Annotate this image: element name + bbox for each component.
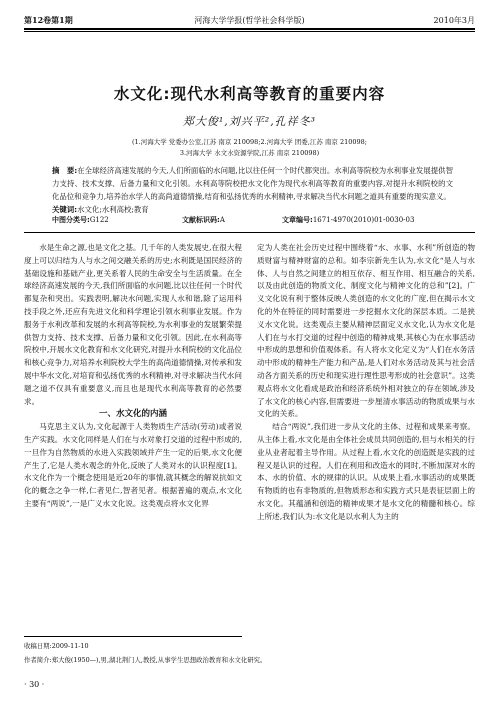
footnote-rule xyxy=(24,636,242,637)
article-id-label: 文章编号: xyxy=(282,216,313,224)
abstract xyxy=(52,164,453,203)
abstract-label: 摘 要: xyxy=(52,166,78,175)
affiliation-line-1: (1.河海大学 党委办公室,江苏 南京 210098;2.河海大学 团委,江苏 南京 210098; xyxy=(132,138,367,146)
section-heading: 一、水文化的内涵 xyxy=(98,409,167,420)
page-number: · 30 · xyxy=(24,680,45,689)
clc-label: 中图分类号: xyxy=(52,216,90,224)
intro-paragraph: 水是生命之源,也是文化之基。几千年的人类发展史,在很大程度上可以归结为人与水之间交融关系的历史;水利既是国民经济的基础设施和基础产业,更关系着人民的生命安全与生活质量。在全球经济高速发展的今天,我们所面临的水问题,比以往任何一个时代都复杂和突出。实践表明,解决水问题,实现人水和谐,除了运用科技手段之外,还应有先进文化和科学理论引领水利事业发展。作为服务于水利改革和发展的水利高等院校,为水利事业的发展繁荣提供智力支持、技术支撑、后备力量和文化引领。因此,在水利高等院校中,开展水文化教育和水文化研究,对提升水利院校的文化品位和核心竞争力,对培养水利院校大学生的高尚道德情操,对传承和发展中华水文化,对培育和弘扬优秀的水利精神,对寻求解决当代水问题之道不仅具有重要意义,而且也是现代水利高等教育的必然要求。 xyxy=(24,243,242,406)
body-column-left xyxy=(24,242,242,511)
keywords-label: 关键词: xyxy=(52,205,78,214)
abstract-text: 在全球经济高速发展的今天,人们所面临的水问题,比以往任何一个时代都突出。水利高等院校为水利事业发展提供智力支持、技术支撑、后备力量和文化引领。水利高等院校把水文化作为现代水利高等教育的重要内容,对提升水利院校的文化品位和竞争力,培养治水学人的高尚道德情操,结育和弘扬优秀的水利精神,寻求解决当代水问题之道具有重要的现实意义。 xyxy=(52,166,453,201)
doc-code-value: A xyxy=(219,216,225,224)
synthesis-paragraph: 结合“两说”,我们进一步从文化的主体、过程和成果来考察。从主体上看,水文化是由全体社会成员共同创造的,但与水相关的行业从业者起着主导作用。从过程上看,水文化的创造既是实践的过程又是认识的过程。人们在利用和改造水的同时,不断加深对水的本、水的价值、水的规律的认识。从成果上看,水事活动的成果既有物质的也有非物质的,但物质形态和实践方式只是表征层面上的水文化。其蕴涵和创造的精神成果才是水文化的精髓和核心。综上所述,我们认为:水文化是以水利人为主的 xyxy=(257,422,475,521)
received-date: 收稿日期:2009-11-10 xyxy=(24,642,89,650)
classification-meta xyxy=(52,215,453,225)
clc-value: G122 xyxy=(89,216,109,224)
affiliation-line-2: 3.河海大学 水文水资源学院,江苏 南京 210098) xyxy=(179,149,320,157)
keywords-text: 水文化;水利高校;教育 xyxy=(77,205,149,214)
doc-code-label: 文献标识码: xyxy=(182,216,220,224)
article-id-value: 1671-4970(2010)01-0030-03 xyxy=(312,216,415,224)
journal-name: 河海大学学报(哲学社会科学版) xyxy=(194,16,305,25)
author-bio: 作者简介:郑大俊(1950—),男,湖北荆门人,教授,从事学生思想政治教育和水文化研究。 xyxy=(24,656,267,664)
author-list: 郑大俊¹,刘兴平²,孔祥冬³ xyxy=(182,115,317,128)
body-column-right xyxy=(257,242,475,524)
section-paragraph: 马克思主义认为,文化起源于人类物质生产活动(劳动)或者说生产实践。水文化同样是人们在与水对象打交道的过程中形成的,一旦作为自然物质的水进入实践领域并产生一定的后果,水文化便产生了,它是人类水观念的外化,反映了人类对水的认识程度[1]。水文化作为一个概念使用是近20年的事情,就其概念的解说抗如文化的概念之争一样,仁者见仁,智者见者。根据普遍的观点,水文化主要有“两说”,一是广义水文化说。这类观点将水文化界 xyxy=(24,422,242,508)
issue-date: 2010年3月 xyxy=(433,16,475,25)
volume-issue: 第12卷第1期 xyxy=(24,15,73,25)
abstract-divider xyxy=(24,232,475,233)
running-header xyxy=(24,10,475,26)
paper-title: 水文化:现代水利高等教育的重要内容 xyxy=(113,85,386,103)
header-rule-thick xyxy=(24,28,475,30)
header-rule-thin xyxy=(24,31,475,32)
continued-paragraph: 定为人类在社会历史过程中围绕着“水、水事、水利”所创造的物质财富与精神财富的总和。如李宗新先生认为,水文化“是人与水体、人与自然之间建立的相互依存、相互作用、相互融合的关系,以及由此创造的物质文化、制度文化与精神文化的总和”[2]。广义文化说有利于整体反映人类创造的水文化的广度,但在揭示水文化的外在特征的同时需要进一步挖掘水文化的深层本质。二是狭义水文化说。这类观点主要从精神层面定义水文化,认为水文化是人们在与水打交道的过程中创造的精神成果,其核心为在水事活动中形成的思想和价值观体系。有人将水文化定义为“人们在水务活动中形成的精神生产能力和产品,是人们对水务活动及其与社会活动各方面关系的历史和现实进行理性思考形成的社会意识”。这类观点将水文化看成是政治和经济系统外相对独立的存在领域,涉及了水文化的核心内容,但需要进一步厘清水事活动的物质成果与水文化的关系。 xyxy=(257,243,475,419)
